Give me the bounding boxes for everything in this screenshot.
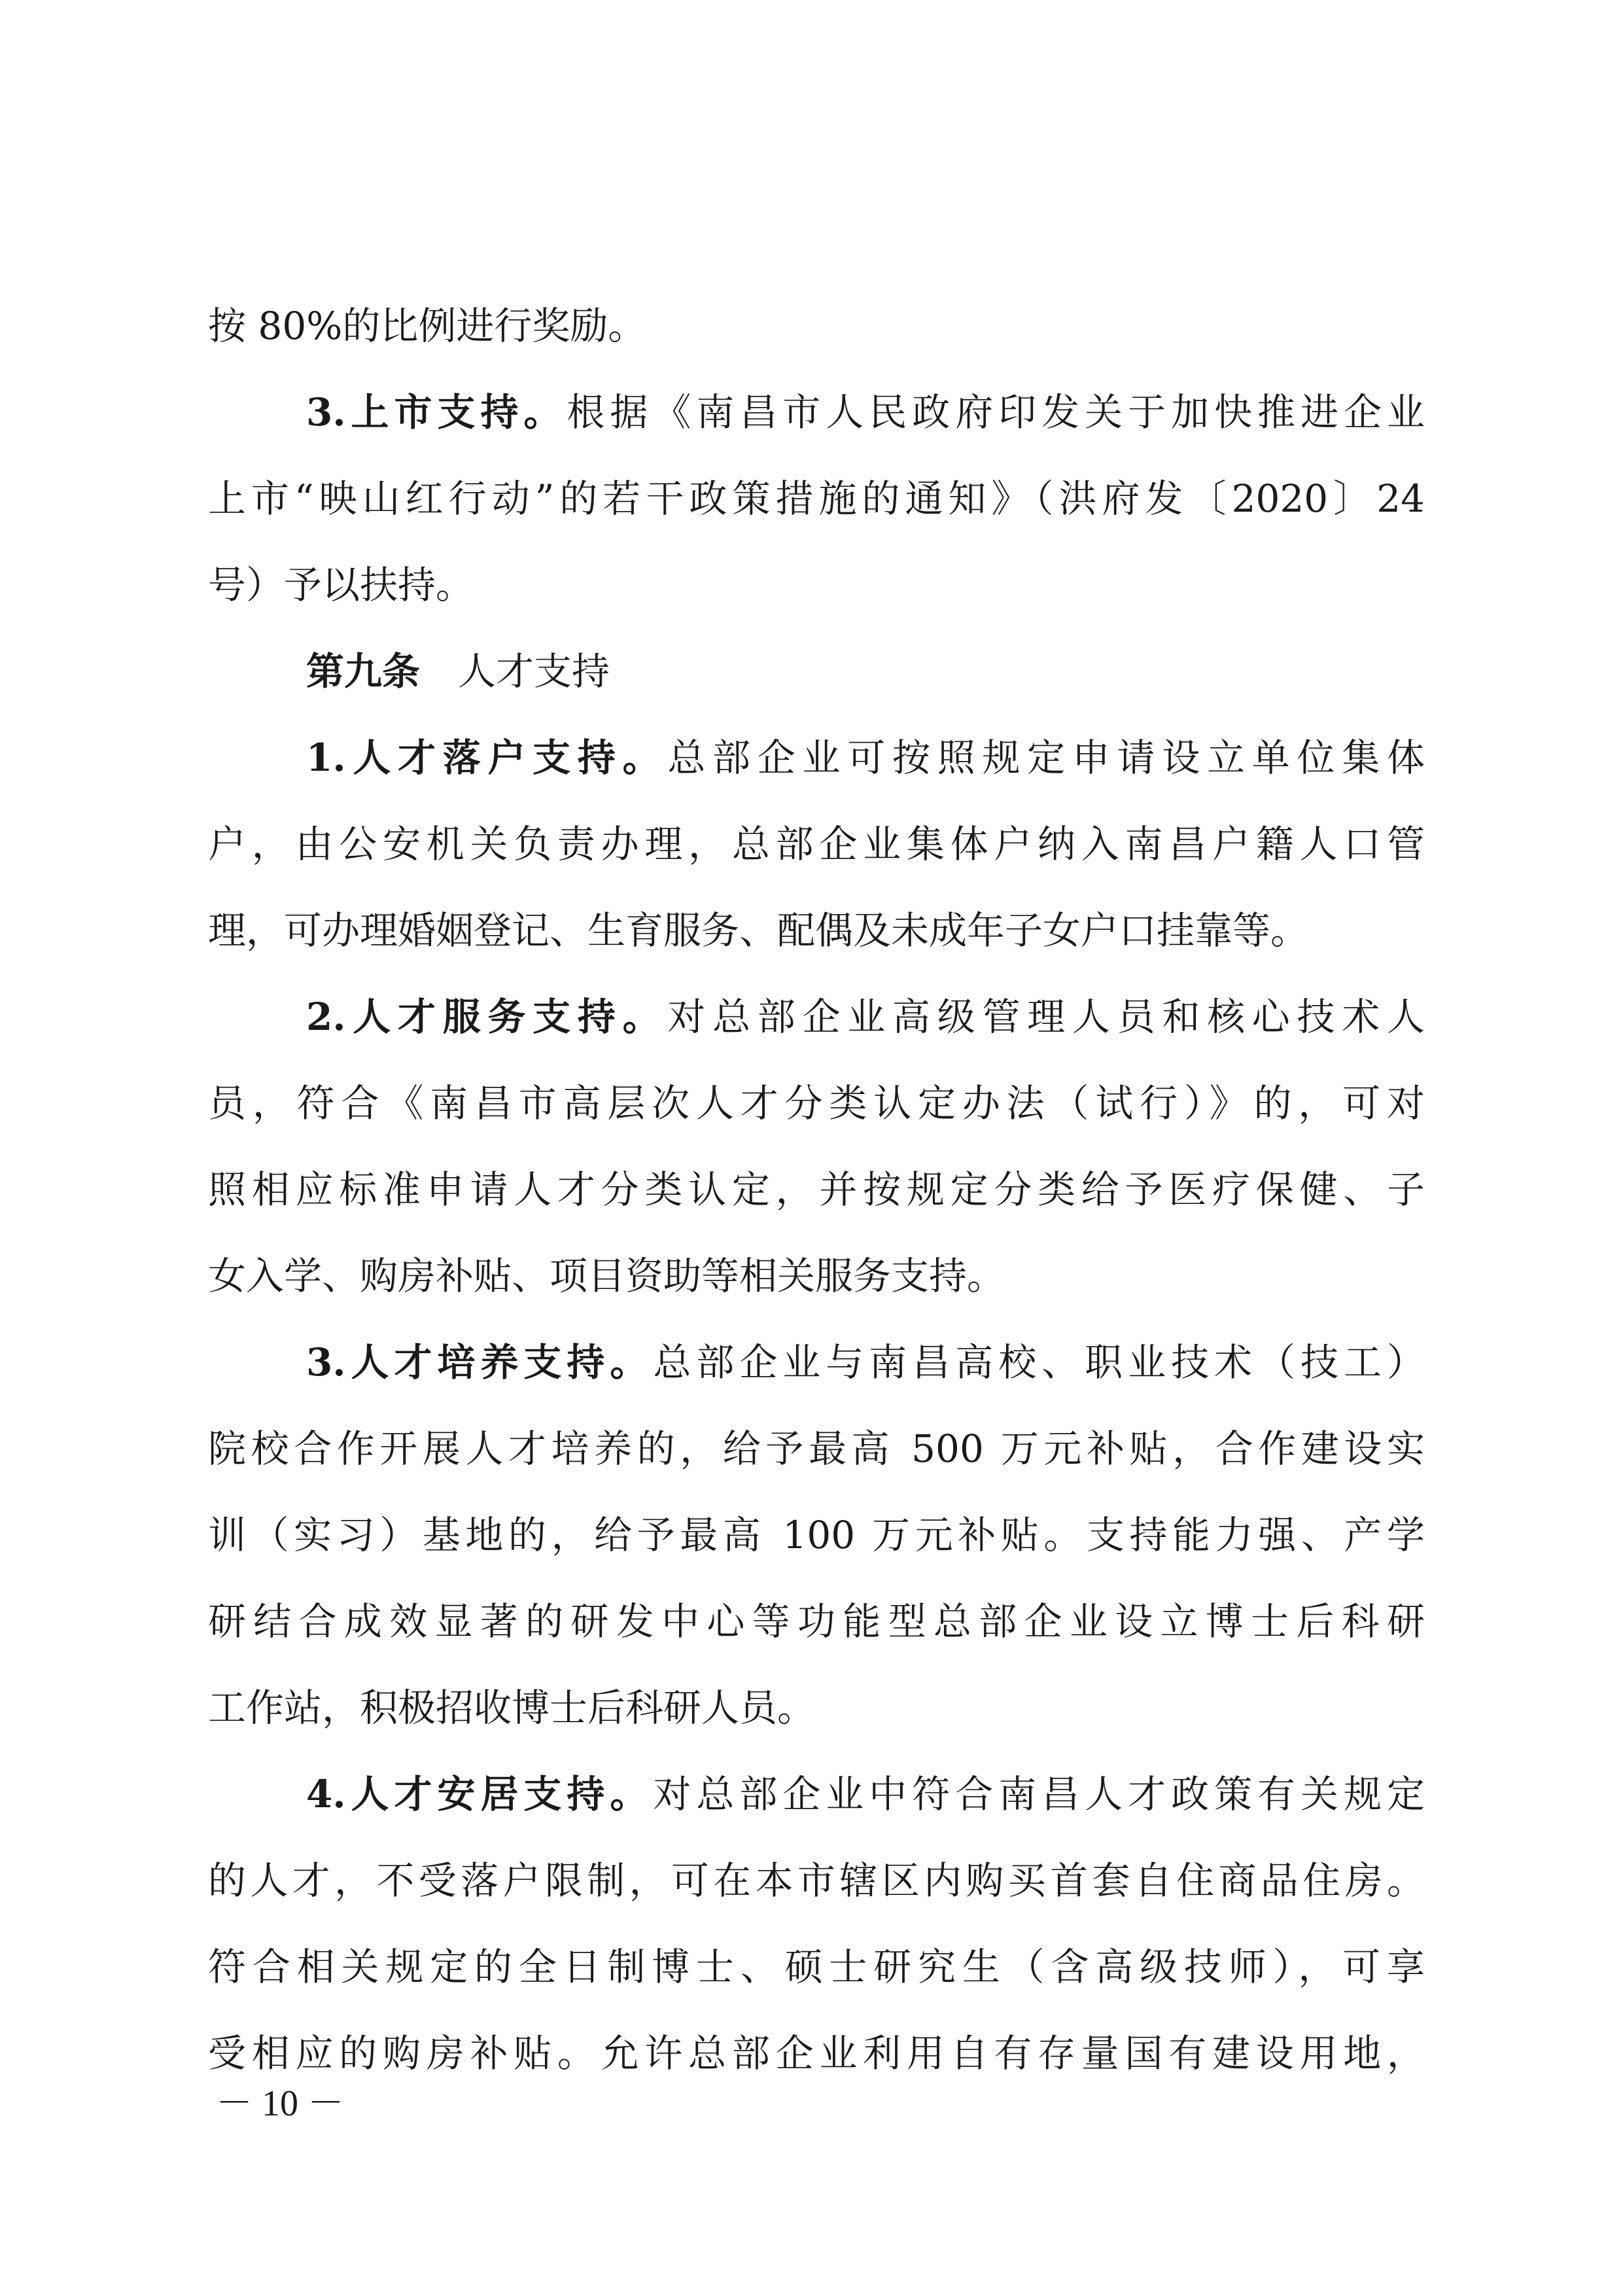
clause-title: 2.人才服务支持。 bbox=[306, 995, 668, 1039]
text-line: 号）予以扶持。 bbox=[208, 563, 474, 607]
text-line: 院校合作开展人才培养的，给予最高 500 万元补贴，合作建设实 bbox=[208, 1426, 1425, 1471]
text-line: 照相应标准申请人才分类认定，并按规定分类给予医疗保健、子 bbox=[208, 1167, 1425, 1212]
text-line: 上市“映山红行动”的若干政策措施的通知》（洪府发〔2020〕24 bbox=[208, 476, 1425, 521]
clause-title: 3.上市支持。 bbox=[306, 390, 567, 434]
text-line: 工作站，积极招收博士后科研人员。 bbox=[208, 1686, 816, 1730]
document-body bbox=[208, 283, 1425, 2096]
text-line: 按 80%的比例进行奖励。 bbox=[208, 304, 646, 348]
clause-title: 1.人才落户支持。 bbox=[306, 735, 668, 780]
article-heading bbox=[208, 628, 1425, 715]
text-line: 理，可办理婚姻登记、生育服务、配偶及未成年子女户口挂靠等。 bbox=[208, 908, 1309, 953]
clause-title: 4.人才安居支持。 bbox=[306, 1772, 654, 1816]
text-line: 户，由公安机关负责办理，总部企业集体户纳入南昌户籍人口管 bbox=[208, 822, 1425, 866]
article-subject: 人才支持 bbox=[420, 649, 610, 694]
page-number: － 10 － bbox=[216, 2083, 344, 2124]
text-line: 的人才，不受落户限制，可在本市辖区内购买首套自住商品住房。 bbox=[208, 1858, 1425, 1903]
text-line: 员，符合《南昌市高层次人才分类认定办法（试行）》的，可对 bbox=[208, 1081, 1425, 1125]
text-line: 1.人才落户支持。总部企业可按照规定申请设立单位集体 bbox=[306, 735, 1425, 780]
text-line: 3.人才培养支持。总部企业与南昌高校、职业技术（技工） bbox=[306, 1340, 1425, 1385]
text-line: 研结合成效显著的研发中心等功能型总部企业设立博士后科研 bbox=[208, 1599, 1425, 1644]
text-line: 受相应的购房补贴。允许总部企业利用自有存量国有建设用地， bbox=[208, 2031, 1425, 2075]
text-line: 2.人才服务支持。对总部企业高级管理人员和核心技术人 bbox=[306, 995, 1425, 1039]
text-line: 3.上市支持。根据《南昌市人民政府印发关于加快推进企业 bbox=[306, 390, 1425, 434]
text-line: 4.人才安居支持。对总部企业中符合南昌人才政策有关规定 bbox=[306, 1772, 1425, 1816]
article-title: 第九条 bbox=[306, 649, 421, 694]
text-line: 符合相关规定的全日制博士、硕士研究生（含高级技师），可享 bbox=[208, 1945, 1425, 1989]
text-line: 女入学、购房补贴、项目资助等相关服务支持。 bbox=[208, 1254, 1005, 1298]
clause-title: 3.人才培养支持。 bbox=[306, 1340, 654, 1385]
text-line: 训（实习）基地的，给予最高 100 万元补贴。支持能力强、产学 bbox=[208, 1513, 1425, 1557]
